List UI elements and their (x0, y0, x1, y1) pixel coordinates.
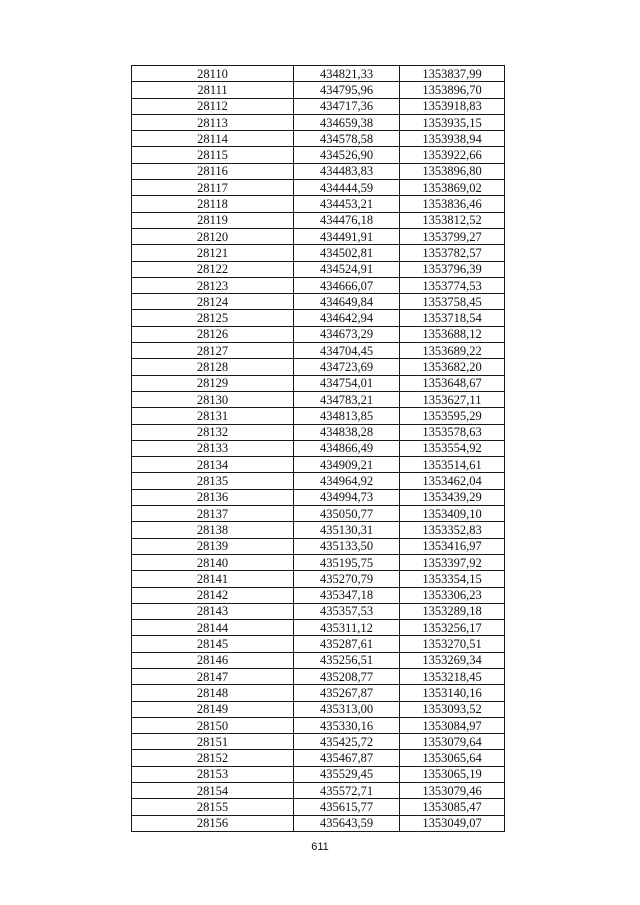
x-coordinate-cell: 435615,77 (294, 799, 400, 815)
y-coordinate-cell: 1353774,53 (400, 277, 505, 293)
y-coordinate-cell: 1353688,12 (400, 326, 505, 342)
y-coordinate-cell: 1353799,27 (400, 228, 505, 244)
x-coordinate-cell: 435529,45 (294, 766, 400, 782)
point-id-cell: 28147 (132, 668, 294, 684)
point-id-cell: 28136 (132, 489, 294, 505)
table-row (132, 489, 505, 505)
point-id-cell: 28110 (132, 66, 294, 82)
point-id-cell: 28113 (132, 114, 294, 130)
point-id-cell: 28144 (132, 620, 294, 636)
table-row (132, 766, 505, 782)
y-coordinate-cell: 1353140,16 (400, 685, 505, 701)
point-id-cell: 28146 (132, 652, 294, 668)
point-id-cell: 28137 (132, 506, 294, 522)
table-row (132, 440, 505, 456)
y-coordinate-cell: 1353084,97 (400, 717, 505, 733)
y-coordinate-cell: 1353836,46 (400, 196, 505, 212)
y-coordinate-cell: 1353270,51 (400, 636, 505, 652)
point-id-cell: 28128 (132, 359, 294, 375)
x-coordinate-cell: 434795,96 (294, 82, 400, 98)
table-row (132, 701, 505, 717)
x-coordinate-cell: 434444,59 (294, 180, 400, 196)
table-row (132, 668, 505, 684)
table-row (132, 163, 505, 179)
table-row (132, 408, 505, 424)
y-coordinate-cell: 1353269,34 (400, 652, 505, 668)
y-coordinate-cell: 1353837,99 (400, 66, 505, 82)
x-coordinate-cell: 434964,92 (294, 473, 400, 489)
table-row (132, 522, 505, 538)
point-id-cell: 28139 (132, 538, 294, 554)
x-coordinate-cell: 435311,12 (294, 620, 400, 636)
y-coordinate-cell: 1353514,61 (400, 457, 505, 473)
table-row (132, 131, 505, 147)
point-id-cell: 28123 (132, 277, 294, 293)
x-coordinate-cell: 434476,18 (294, 212, 400, 228)
x-coordinate-cell: 434813,85 (294, 408, 400, 424)
x-coordinate-cell: 434491,91 (294, 228, 400, 244)
y-coordinate-cell: 1353922,66 (400, 147, 505, 163)
y-coordinate-cell: 1353352,83 (400, 522, 505, 538)
y-coordinate-cell: 1353554,92 (400, 440, 505, 456)
point-id-cell: 28129 (132, 375, 294, 391)
table-row (132, 98, 505, 114)
table-row (132, 473, 505, 489)
point-id-cell: 28112 (132, 98, 294, 114)
x-coordinate-cell: 435467,87 (294, 750, 400, 766)
y-coordinate-cell: 1353306,23 (400, 587, 505, 603)
y-coordinate-cell: 1353049,07 (400, 815, 505, 831)
x-coordinate-cell: 434866,49 (294, 440, 400, 456)
x-coordinate-cell: 434578,58 (294, 131, 400, 147)
table-row (132, 245, 505, 261)
table-row (132, 750, 505, 766)
x-coordinate-cell: 434502,81 (294, 245, 400, 261)
table-row (132, 424, 505, 440)
table-row (132, 457, 505, 473)
point-id-cell: 28145 (132, 636, 294, 652)
x-coordinate-cell: 434754,01 (294, 375, 400, 391)
x-coordinate-cell: 434524,91 (294, 261, 400, 277)
table-row (132, 587, 505, 603)
table-row (132, 326, 505, 342)
table-row (132, 228, 505, 244)
table-row (132, 571, 505, 587)
x-coordinate-cell: 434673,29 (294, 326, 400, 342)
x-coordinate-cell: 435208,77 (294, 668, 400, 684)
y-coordinate-cell: 1353782,57 (400, 245, 505, 261)
point-id-cell: 28131 (132, 408, 294, 424)
table-row (132, 66, 505, 82)
x-coordinate-cell: 434659,38 (294, 114, 400, 130)
x-coordinate-cell: 435267,87 (294, 685, 400, 701)
y-coordinate-cell: 1353409,10 (400, 506, 505, 522)
point-id-cell: 28156 (132, 815, 294, 831)
x-coordinate-cell: 434821,33 (294, 66, 400, 82)
x-coordinate-cell: 435425,72 (294, 734, 400, 750)
table-row (132, 603, 505, 619)
x-coordinate-cell: 434783,21 (294, 391, 400, 407)
table-row (132, 375, 505, 391)
table-row (132, 685, 505, 701)
y-coordinate-cell: 1353689,22 (400, 343, 505, 359)
y-coordinate-cell: 1353354,15 (400, 571, 505, 587)
point-id-cell: 28142 (132, 587, 294, 603)
table-row (132, 717, 505, 733)
x-coordinate-cell: 435347,18 (294, 587, 400, 603)
y-coordinate-cell: 1353578,63 (400, 424, 505, 440)
point-id-cell: 28148 (132, 685, 294, 701)
y-coordinate-cell: 1353648,67 (400, 375, 505, 391)
x-coordinate-cell: 435270,79 (294, 571, 400, 587)
x-coordinate-cell: 435256,51 (294, 652, 400, 668)
y-coordinate-cell: 1353416,97 (400, 538, 505, 554)
point-id-cell: 28114 (132, 131, 294, 147)
point-id-cell: 28120 (132, 228, 294, 244)
point-id-cell: 28119 (132, 212, 294, 228)
point-id-cell: 28152 (132, 750, 294, 766)
x-coordinate-cell: 434704,45 (294, 343, 400, 359)
table-row (132, 277, 505, 293)
x-coordinate-cell: 435357,53 (294, 603, 400, 619)
x-coordinate-cell: 435287,61 (294, 636, 400, 652)
x-coordinate-cell: 434483,83 (294, 163, 400, 179)
table-row (132, 82, 505, 98)
y-coordinate-cell: 1353289,18 (400, 603, 505, 619)
point-id-cell: 28140 (132, 554, 294, 570)
point-id-cell: 28117 (132, 180, 294, 196)
table-row (132, 147, 505, 163)
point-id-cell: 28127 (132, 343, 294, 359)
table-row (132, 815, 505, 831)
x-coordinate-cell: 434453,21 (294, 196, 400, 212)
x-coordinate-cell: 434666,07 (294, 277, 400, 293)
x-coordinate-cell: 434994,73 (294, 489, 400, 505)
x-coordinate-cell: 435195,75 (294, 554, 400, 570)
table-row (132, 212, 505, 228)
y-coordinate-cell: 1353869,02 (400, 180, 505, 196)
y-coordinate-cell: 1353595,29 (400, 408, 505, 424)
point-id-cell: 28149 (132, 701, 294, 717)
table-row (132, 620, 505, 636)
x-coordinate-cell: 435313,00 (294, 701, 400, 717)
point-id-cell: 28124 (132, 294, 294, 310)
point-id-cell: 28132 (132, 424, 294, 440)
table-row (132, 114, 505, 130)
x-coordinate-cell: 434838,28 (294, 424, 400, 440)
point-id-cell: 28115 (132, 147, 294, 163)
y-coordinate-cell: 1353439,29 (400, 489, 505, 505)
y-coordinate-cell: 1353718,54 (400, 310, 505, 326)
x-coordinate-cell: 435643,59 (294, 815, 400, 831)
y-coordinate-cell: 1353896,70 (400, 82, 505, 98)
table-row (132, 391, 505, 407)
coordinates-table (131, 65, 505, 832)
x-coordinate-cell: 435330,16 (294, 717, 400, 733)
point-id-cell: 28134 (132, 457, 294, 473)
y-coordinate-cell: 1353093,52 (400, 701, 505, 717)
table-row (132, 359, 505, 375)
point-id-cell: 28154 (132, 783, 294, 799)
point-id-cell: 28155 (132, 799, 294, 815)
point-id-cell: 28150 (132, 717, 294, 733)
y-coordinate-cell: 1353938,94 (400, 131, 505, 147)
table-row (132, 652, 505, 668)
y-coordinate-cell: 1353896,80 (400, 163, 505, 179)
x-coordinate-cell: 434717,36 (294, 98, 400, 114)
table-row (132, 261, 505, 277)
point-id-cell: 28153 (132, 766, 294, 782)
y-coordinate-cell: 1353085,47 (400, 799, 505, 815)
y-coordinate-cell: 1353758,45 (400, 294, 505, 310)
y-coordinate-cell: 1353812,52 (400, 212, 505, 228)
x-coordinate-cell: 435133,50 (294, 538, 400, 554)
x-coordinate-cell: 435050,77 (294, 506, 400, 522)
x-coordinate-cell: 434526,90 (294, 147, 400, 163)
point-id-cell: 28141 (132, 571, 294, 587)
y-coordinate-cell: 1353218,45 (400, 668, 505, 684)
table-row (132, 180, 505, 196)
point-id-cell: 28111 (132, 82, 294, 98)
coordinates-table-body (132, 66, 505, 832)
table-row (132, 294, 505, 310)
table-row (132, 310, 505, 326)
y-coordinate-cell: 1353935,15 (400, 114, 505, 130)
x-coordinate-cell: 434909,21 (294, 457, 400, 473)
y-coordinate-cell: 1353065,64 (400, 750, 505, 766)
table-row (132, 554, 505, 570)
point-id-cell: 28130 (132, 391, 294, 407)
point-id-cell: 28133 (132, 440, 294, 456)
point-id-cell: 28126 (132, 326, 294, 342)
x-coordinate-cell: 435130,31 (294, 522, 400, 538)
x-coordinate-cell: 435572,71 (294, 783, 400, 799)
y-coordinate-cell: 1353627,11 (400, 391, 505, 407)
y-coordinate-cell: 1353918,83 (400, 98, 505, 114)
x-coordinate-cell: 434642,94 (294, 310, 400, 326)
point-id-cell: 28121 (132, 245, 294, 261)
y-coordinate-cell: 1353682,20 (400, 359, 505, 375)
table-row (132, 636, 505, 652)
x-coordinate-cell: 434649,84 (294, 294, 400, 310)
point-id-cell: 28125 (132, 310, 294, 326)
y-coordinate-cell: 1353796,39 (400, 261, 505, 277)
y-coordinate-cell: 1353397,92 (400, 554, 505, 570)
table-row (132, 196, 505, 212)
page-number: 611 (311, 841, 329, 853)
table-row (132, 783, 505, 799)
point-id-cell: 28135 (132, 473, 294, 489)
table-row (132, 538, 505, 554)
y-coordinate-cell: 1353065,19 (400, 766, 505, 782)
point-id-cell: 28122 (132, 261, 294, 277)
y-coordinate-cell: 1353256,17 (400, 620, 505, 636)
table-row (132, 799, 505, 815)
x-coordinate-cell: 434723,69 (294, 359, 400, 375)
point-id-cell: 28151 (132, 734, 294, 750)
y-coordinate-cell: 1353462,04 (400, 473, 505, 489)
y-coordinate-cell: 1353079,46 (400, 783, 505, 799)
point-id-cell: 28143 (132, 603, 294, 619)
table-row (132, 343, 505, 359)
point-id-cell: 28138 (132, 522, 294, 538)
point-id-cell: 28118 (132, 196, 294, 212)
table-row (132, 506, 505, 522)
point-id-cell: 28116 (132, 163, 294, 179)
table-row (132, 734, 505, 750)
y-coordinate-cell: 1353079,64 (400, 734, 505, 750)
